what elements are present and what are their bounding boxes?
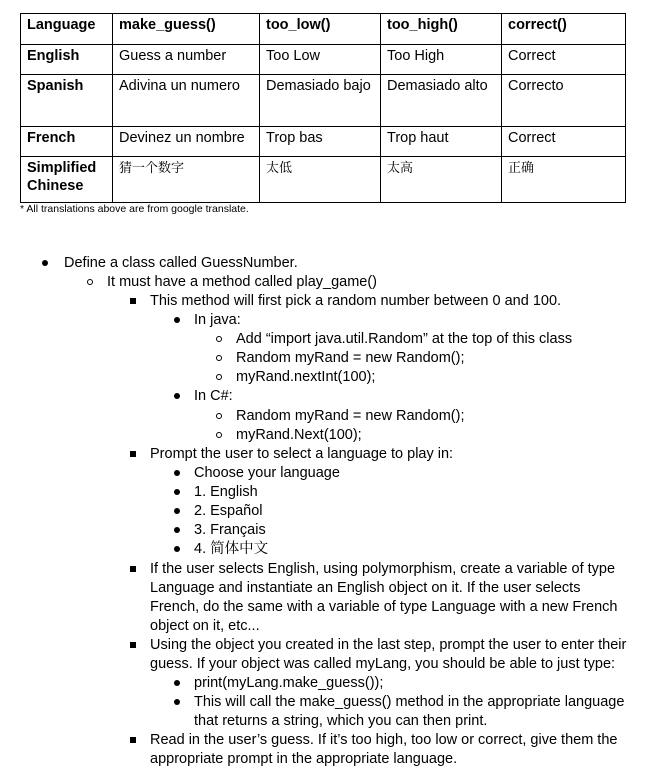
list-item: Choose your language: [194, 465, 340, 481]
table-cell: Trop haut: [381, 127, 502, 157]
list-item: Add “import java.util.Random” at the top of this class: [236, 331, 573, 347]
table-cell: French: [21, 127, 113, 157]
list-item-continuation: Language and instantiate an English object on it. If the user selects: [150, 580, 581, 596]
table-cell: Correcto: [502, 75, 626, 127]
list-item: 4. 简体中文: [194, 541, 269, 557]
list-item-continuation: appropriate prompt in the appropriate language.: [150, 751, 458, 767]
list-item-continuation: object on it, etc...: [150, 618, 260, 634]
list-item: This will call the make_guess() method in the appropriate language: [194, 694, 625, 710]
list-item: It must have a method called play_game(): [107, 274, 377, 290]
bullet-dot-icon: [174, 527, 180, 533]
table-cell: Demasiado alto: [381, 75, 502, 127]
list-item: In C#:: [194, 388, 233, 404]
list-item: myRand.Next(100);: [236, 427, 362, 443]
bullet-dot-icon: [174, 470, 180, 476]
bullet-square-icon: [130, 451, 136, 457]
list-item-continuation: French, do the same with a variable of type Language with a new French: [150, 599, 618, 615]
bullet-circle-icon: [216, 374, 222, 380]
list-item: In java:: [194, 312, 241, 328]
table-cell: 太低: [260, 157, 381, 203]
bullet-circle-icon: [87, 279, 93, 285]
table-cell: 太高: [381, 157, 502, 203]
list-item: If the user selects English, using polymorphism, create a variable of type: [150, 561, 616, 577]
list-item-continuation: guess. If your object was called myLang, you should be able to just type:: [150, 656, 616, 672]
bullet-dot-icon: [174, 489, 180, 495]
list-item: 1. English: [194, 484, 258, 500]
table-cell: Simplified Chinese: [21, 157, 113, 203]
bullet-square-icon: [130, 737, 136, 743]
table-cell: Correct: [502, 127, 626, 157]
list-item: This method will first pick a random number between 0 and 100.: [150, 293, 562, 309]
table-cell: Too Low: [260, 45, 381, 75]
list-item: Random myRand = new Random();: [236, 350, 465, 366]
bullet-dot-icon: [174, 680, 180, 686]
footnote: * All translations above are from google translate.: [20, 203, 249, 215]
header-cell: make_guess(): [113, 14, 260, 45]
table-cell: Demasiado bajo: [260, 75, 381, 127]
bullet-square-icon: [130, 566, 136, 572]
table-cell: Adivina un numero: [113, 75, 260, 127]
bullet-dot-icon: [174, 393, 180, 399]
list-item-continuation: that returns a string, which you can then print.: [194, 713, 488, 729]
list-item: myRand.nextInt(100);: [236, 369, 376, 385]
bullet-dot-icon: [174, 317, 180, 323]
table-cell: 猜一个数字: [113, 157, 260, 203]
bullet-circle-icon: [216, 432, 222, 438]
table-cell: Guess a number: [113, 45, 260, 75]
list-item: 3. Français: [194, 522, 266, 538]
list-item: print(myLang.make_guess());: [194, 675, 384, 691]
bullet-circle-icon: [216, 413, 222, 419]
table-cell: 正确: [502, 157, 626, 203]
list-item: 2. Español: [194, 503, 263, 519]
bullet-dot-icon: [174, 508, 180, 514]
list-item: Using the object you created in the last step, prompt the user to enter their: [150, 637, 627, 653]
table-cell: Spanish: [21, 75, 113, 127]
header-cell: Language: [21, 14, 113, 45]
table-cell: Devinez un nombre: [113, 127, 260, 157]
table-cell: English: [21, 45, 113, 75]
header-cell: too_high(): [381, 14, 502, 45]
bullet-circle-icon: [216, 336, 222, 342]
list-item: Define a class called GuessNumber.: [64, 255, 298, 271]
bullet-square-icon: [130, 642, 136, 648]
bullet-dot-icon: [174, 546, 180, 552]
list-item: Read in the user’s guess. If it’s too high, too low or correct, give them the: [150, 732, 618, 748]
list-item: Prompt the user to select a language to play in:: [150, 446, 454, 462]
header-cell: too_low(): [260, 14, 381, 45]
list-item: Random myRand = new Random();: [236, 408, 465, 424]
header-cell: correct(): [502, 14, 626, 45]
bullet-square-icon: [130, 298, 136, 304]
bullet-circle-icon: [216, 355, 222, 361]
bullet-dot-icon: [42, 260, 48, 266]
bullet-dot-icon: [174, 699, 180, 705]
table-cell: Too High: [381, 45, 502, 75]
table-cell: Correct: [502, 45, 626, 75]
table-cell: Trop bas: [260, 127, 381, 157]
